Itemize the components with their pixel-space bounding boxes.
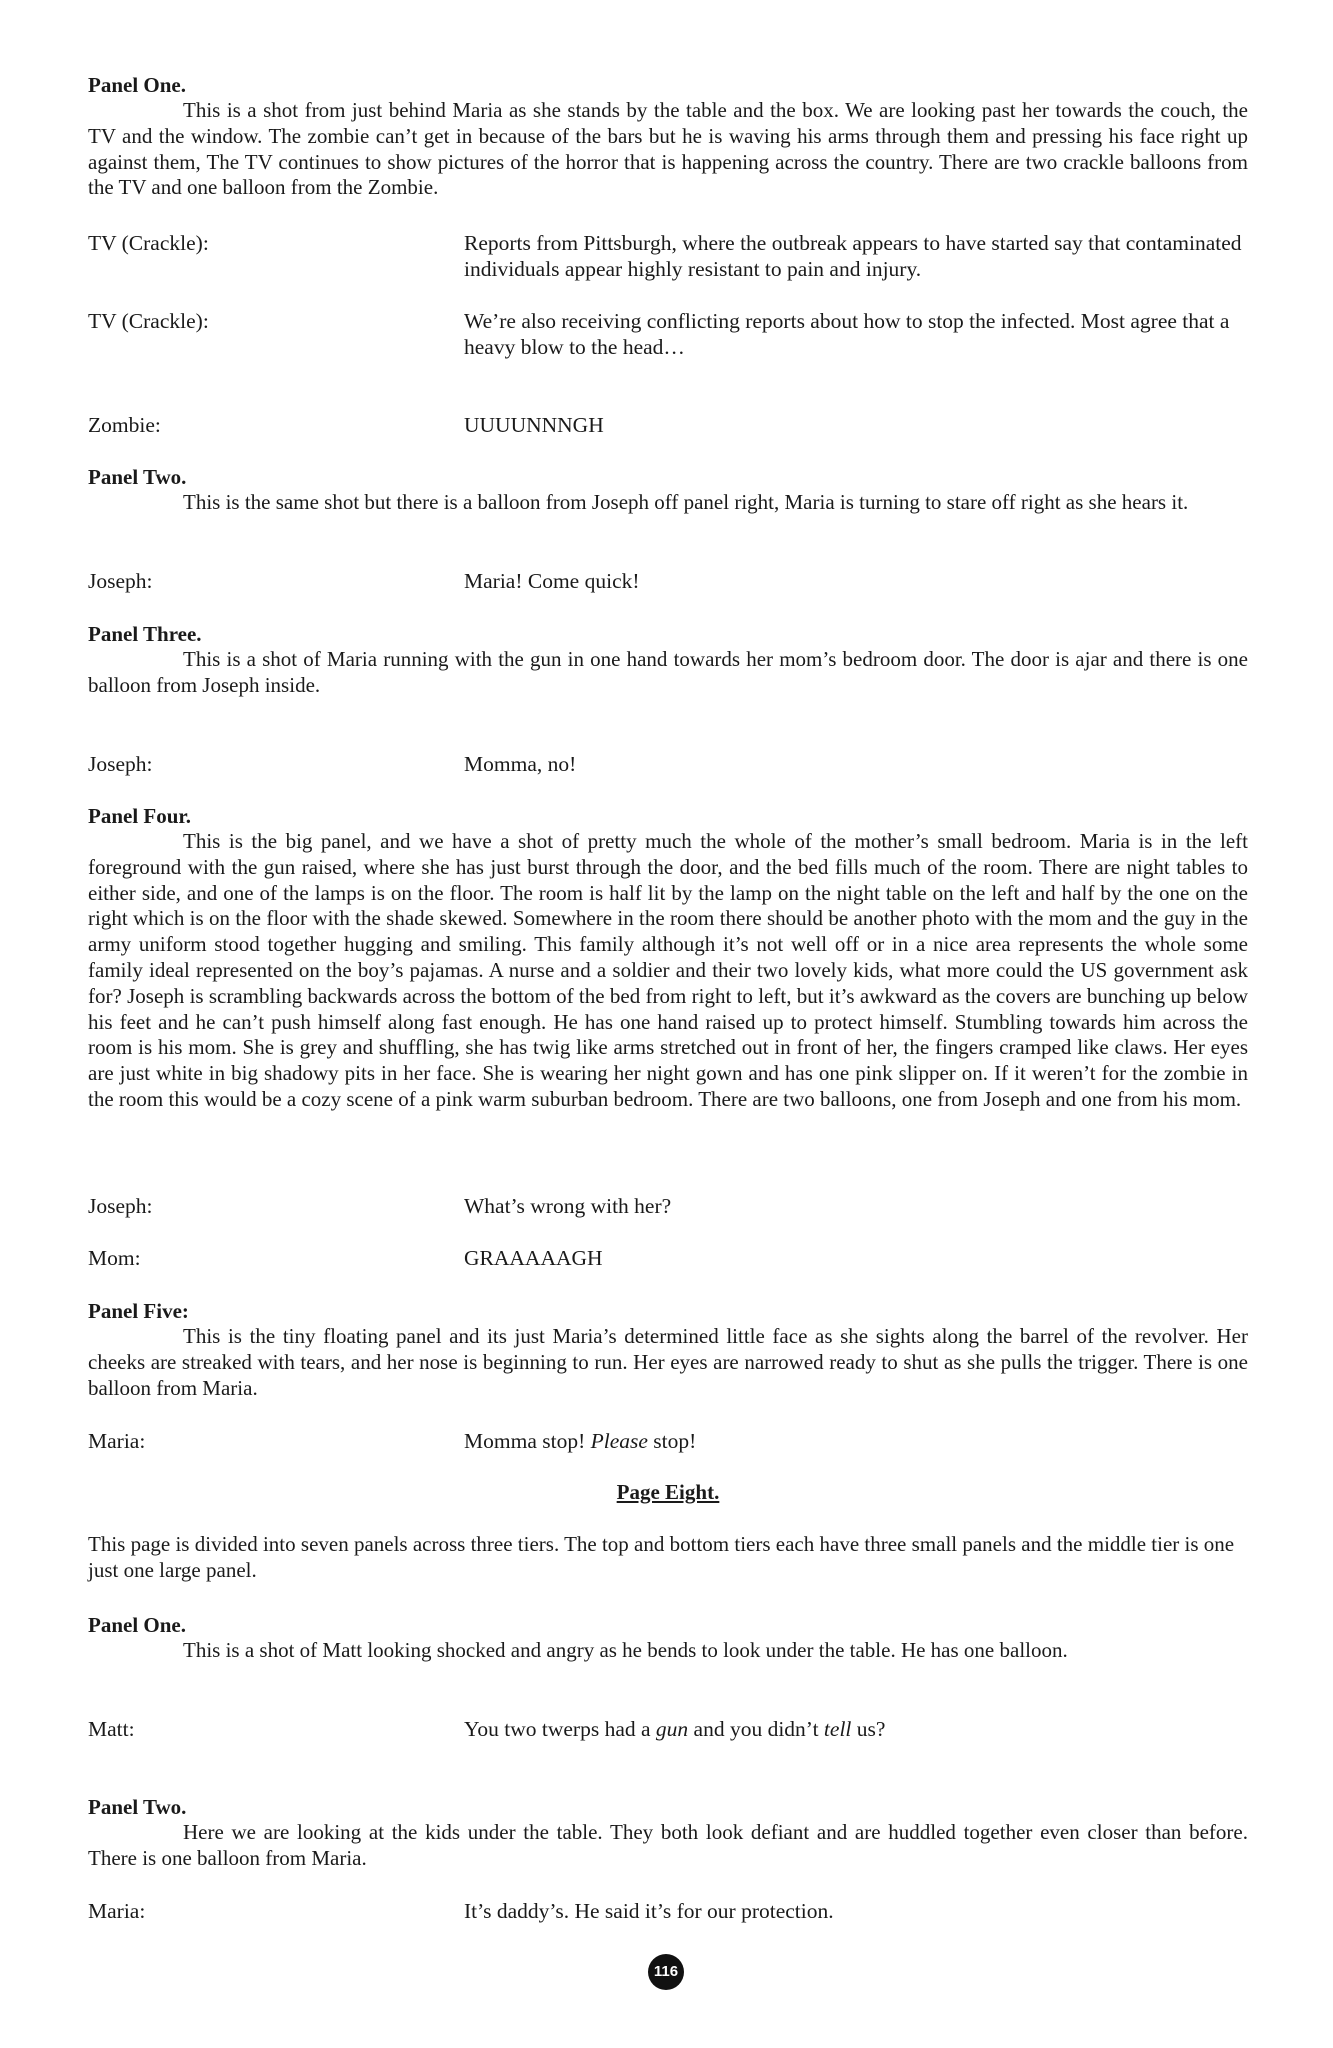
speaker: Joseph: <box>88 1194 153 1218</box>
panel-two-description: This is the same shot but there is a balloon from Joseph off panel right, Maria is turning to stare off right as she hears it. <box>183 490 1189 514</box>
p8-panel-two-heading: Panel Two. <box>88 1795 187 1819</box>
speaker: Maria: <box>88 1429 146 1453</box>
dialogue-row <box>88 751 1248 779</box>
dialogue-row <box>88 1716 1248 1744</box>
dialogue-row <box>88 1245 1248 1273</box>
p8-panel-one-description: This is a shot of Matt looking shocked and angry as he bends to look under the table. He has one balloon. <box>183 1638 1068 1662</box>
speaker: Zombie: <box>88 413 161 437</box>
speaker: TV (Crackle): <box>88 231 209 255</box>
speaker: Joseph: <box>88 569 153 593</box>
panel-one-description: This is a shot from just behind Maria as she stands by the table and the box. We are looking past her towards the couch, the TV and the window. The zombie can’t get in because of the bars but he is waving his arms through them and pressing his face right up against them, The TV continues to show pictures of the horror that is happening across the country. There are two crackle balloons from the TV and one balloon from the Zombie. <box>88 98 1248 200</box>
speaker: Mom: <box>88 1246 141 1270</box>
panel-five-heading: Panel Five: <box>88 1299 189 1323</box>
page-eight-heading: Page Eight. <box>616 1480 720 1504</box>
dialogue-line: GRAAAAAGH <box>464 1246 603 1270</box>
panel-two-heading: Panel Two. <box>88 465 187 489</box>
dialogue-line: We’re also receiving conflicting reports about how to stop the infected. Most agree that a heavy blow to the head… <box>464 309 1230 359</box>
dialogue-row <box>88 1898 1248 1926</box>
dialogue-row <box>88 308 1248 364</box>
dialogue-line: Momma, no! <box>464 752 577 776</box>
dialogue-row <box>88 1193 1248 1221</box>
dialogue-line: Reports from Pittsburgh, where the outbreak appears to have started say that contaminated individuals appear highly resistant to pain and injury. <box>464 231 1242 281</box>
speaker: TV (Crackle): <box>88 309 209 333</box>
speaker: Joseph: <box>88 752 153 776</box>
panel-four-description: This is the big panel, and we have a shot of pretty much the whole of the mother’s small bedroom. Maria is in the left foreground with the gun raised, where she has just burst through the door, and the bed fills much of the room. There are night tables to either side, and one of the lamps is on the floor. The room is half lit by the lamp on the night table on the left and half by the one on the right which is on the floor with the shade skewed. Somewhere in the room there should be another photo with the mom and the guy in the army uniform stood together hugging and smiling. This family although it’s not well off or in a nice area represents the whole some family ideal represented on the boy’s pajamas. A nurse and a soldier and their two lovely kids, what more could the US government ask for? Joseph is scrambling backwards across the bottom of the bed from right to left, but it’s awkward as the covers are bunching up below his feet and he can’t push himself along fast enough. He has one hand raised up to protect himself. Stumbling towards him across the room is his mom. She is grey and shuffling, she has twig like arms stretched out in front of her, the fingers cramped like claws. Her eyes are just white in big shadowy pits in her face. She is wearing her night gown and has one pink slipper on. If it weren’t for the zombie in the room this would be a cozy scene of a pink warm suburban bedroom. There are two balloons, one from Joseph and one from his mom. <box>88 829 1248 1111</box>
panel-three-description: This is a shot of Maria running with the gun in one hand towards her mom’s bedroom door. The door is ajar and there is one balloon from Joseph inside. <box>88 647 1248 697</box>
panel-one-heading: Panel One. <box>88 73 186 97</box>
dialogue-line: What’s wrong with her? <box>464 1194 672 1218</box>
page-eight-intro: This page is divided into seven panels across three tiers. The top and bottom tiers each have three small panels and the middle tier is one just one large panel. <box>88 1532 1235 1582</box>
p8-panel-one-heading: Panel One. <box>88 1613 186 1637</box>
page-number-badge: 116 <box>648 1954 684 1990</box>
dialogue-line: It’s daddy’s. He said it’s for our protection. <box>464 1899 834 1923</box>
dialogue-row <box>88 568 1248 596</box>
dialogue-line: Momma stop! Please stop! <box>464 1429 697 1453</box>
speaker: Maria: <box>88 1899 146 1923</box>
p8-panel-two-description: Here we are looking at the kids under the table. They both look defiant and are huddled together even closer than before. There is one balloon from Maria. <box>88 1820 1248 1870</box>
speaker: Matt: <box>88 1717 135 1741</box>
panel-four-heading: Panel Four. <box>88 804 192 828</box>
dialogue-row <box>88 412 1248 440</box>
panel-five-description: This is the tiny floating panel and its just Maria’s determined little face as she sights along the barrel of the revolver. Her cheeks are streaked with tears, and her nose is beginning to run. Her eyes are narrowed ready to shut as she pulls the trigger. There is one balloon from Maria. <box>88 1324 1248 1400</box>
dialogue-line: Maria! Come quick! <box>464 569 640 593</box>
dialogue-row <box>88 230 1248 286</box>
dialogue-line: UUUUNNNGH <box>464 413 604 437</box>
dialogue-row <box>88 1428 1248 1456</box>
dialogue-line: You two twerps had a gun and you didn’t tell us? <box>464 1717 886 1741</box>
panel-three-heading: Panel Three. <box>88 622 202 646</box>
